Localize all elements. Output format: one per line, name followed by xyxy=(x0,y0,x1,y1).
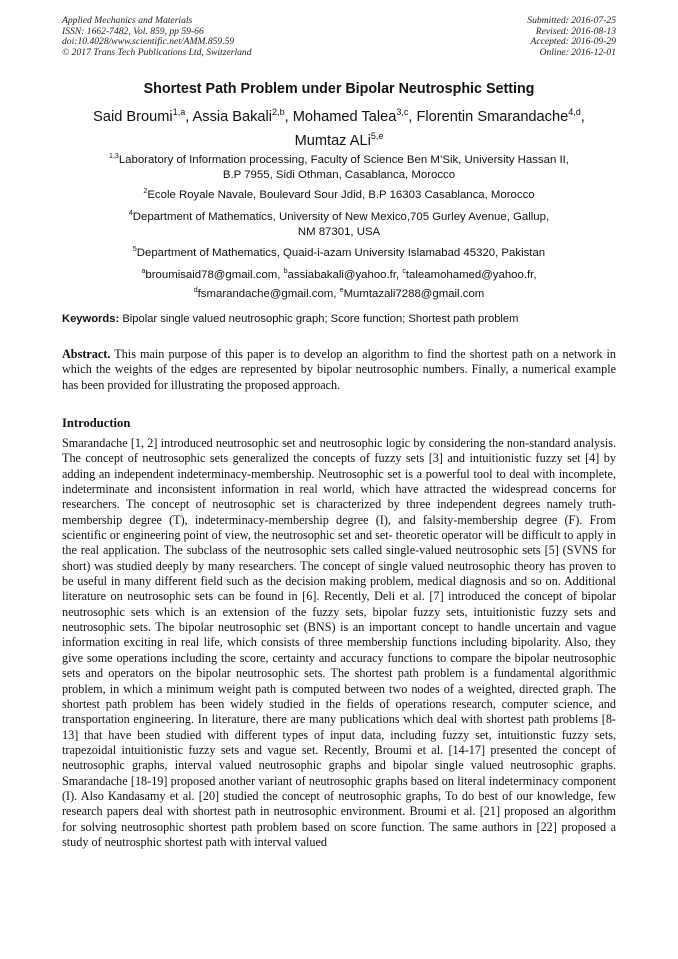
abstract-label: Abstract. xyxy=(62,347,111,361)
email-d[interactable]: fsmarandache@gmail.com xyxy=(197,288,334,301)
copyright-line: © 2017 Trans Tech Publications Ltd, Switzerland xyxy=(62,46,252,58)
online-date: Online: 2016-12-01 xyxy=(539,46,616,58)
revised-date: Revised: 2016-08-13 xyxy=(535,25,616,37)
email-list: $^a$broumisaid78@gmail.com, $^b$assiabakali@yahoo.fr, $^c$taleamohamed@yahoo.fr, $^d$fsmarandache@gmail.com, $^e$Mumtazali7288@gmail.com xyxy=(141,268,537,301)
affiliation-2: $^2$Ecole Royale Navale, Boulevard Sour Jdid, B.P 16303 Casablanca, Morocco xyxy=(143,188,535,201)
introduction-body: Smarandache [1, 2] introduced neutrosophic set and neutrosophic logic by considering the non-standard analysis. The concept of neutrosophic sets generalized the concepts of fuzzy sets [3] and intuitionistic fuzzy set [4] by adding an independent indeterminacy-membership. Neutrosophic set is a powerful tool to deal with incomplete, indeterminate and inconsistent information in real world, which have attracted the widespread concerns for researchers. The concept of neutrosophic set is characterized by three independent degrees namely truth-membership degree (T), indeterminacy-membership degree (I), and falsity-membership degree (F). From scientific or engineering point of view, the neutrosophic set and set- theoretic operator will be difficult to apply in the real application. The subclass of the neutrosophic sets called single-valued neutrosophic sets [5] (SVNS for short) was studied deeply by many researchers. The concept of single valued neutrosophic theory has proven to be useful in many different field such as the decision making problem, medical diagnosis and so on. Additional literature on neutrosophic sets can be found in [6]. Recently, Deli et al. [7] introduced the concept of bipolar neutrosophic sets which is an extension of the fuzzy sets, bipolar fuzzy sets, intuitionistic fuzzy sets and neutrosophic sets. The bipolar neutrosophic set (BNS) is an important concept to handle uncertain and vague information exciting in real life, which consists of three membership functions including bipolarity. Also, they give some operations including the score, certainty and accuracy functions to compare the bipolar neutrosophic sets and operators on the bipolar neutrosophic sets. The shortest path problem is a fundamental algorithmic problem, in which a minimum weight path is computed between two nodes of a weighted, directed graph. The shortest path problem has been widely studied in the fields of operations research, computer science, and transportation engineering. In literature, there are many publications which deal with shortest path problems [8-13] that have been studied with different types of input data, including fuzzy set, intuitionstic fuzzy sets, trapezoidal intuitionistic fuzzy sets and vague set. Recently, Broumi et al. [14-17] presented the concept of neutrosophic graphs, interval valued neutrosophic graphs and bipolar single valued neutrosophic graphs. Smarandache [18-19] proposed another variant of neutrosophic graphs based on literal indeterminacy component (I). Also Kandasamy et al. [20] studied the concept of neutrosophic graphs, To do best of our knowledge, few research papers deal with shortest path in neutrosophic environment. Broumi et al. [21] proposed an algorithm for solving neutrosophic shortest path problem based on score function. The same authors in [22] proposed a study of neutrosphic shortest path with interval valued xyxy=(62,436,616,849)
keywords xyxy=(62,313,622,325)
introduction-heading: Introduction xyxy=(62,416,131,430)
email-e[interactable]: Mumtazali7288@gmail.com xyxy=(343,288,485,301)
author: Mohamed Talea$^{3,c}$, xyxy=(292,107,417,125)
author: Assia Bakali$^{2,b}$, xyxy=(192,107,293,125)
email-b[interactable]: assiabakali@yahoo.fr xyxy=(287,268,396,281)
author-list xyxy=(50,103,628,151)
email-c[interactable]: taleamohamed@yahoo.fr xyxy=(405,268,534,281)
email-a[interactable]: broumisaid78@gmail.com xyxy=(145,268,278,281)
issn-line: ISSN: 1662-7482, Vol. 859, pp 59-66 xyxy=(62,25,204,37)
abstract-text: This main purpose of this paper is to develop an algorithm to find the shortest path on a network in which the weights of the edges are represented by bipolar neutrosophic numbers. Finally, a numerical example has been provided for illustrating the proposed approach. xyxy=(62,347,616,392)
keywords-label: Keywords: xyxy=(62,313,120,325)
journal-name: Applied Mechanics and Materials xyxy=(62,15,193,26)
abstract xyxy=(62,347,616,393)
doi-line: doi:10.4028/www.scientific.net/AMM.859.59 xyxy=(62,36,235,48)
dates-header xyxy=(527,16,616,58)
paper-title: Shortest Path Problem under Bipolar Neutrosphic Setting xyxy=(143,81,535,97)
author: Said Broumi$^{1,a}$, xyxy=(93,107,193,125)
author: Mumtaz ALi$^{5,e}$ xyxy=(294,130,384,149)
affiliation-4: $^4$Department of Mathematics, University of New Mexico,705 Gurley Avenue, Gallup, NM 87301, USA xyxy=(128,210,550,239)
keywords-text: Bipolar single valued neutrosophic graph; Score function; Shortest path problem xyxy=(122,313,519,325)
affiliation-1-3: $^{1,3}$Laboratory of Information processing, Faculty of Science Ben M’Sik, University Hassan II, B.P 7955, Sidi Othman, Casablanca, Morocco xyxy=(109,153,569,182)
affiliation-5: $^5$Department of Mathematics, Quaid-i-azam University Islamabad 45320, Pakistan xyxy=(132,246,546,259)
submitted-date: Submitted: 2016-07-25 xyxy=(527,15,616,26)
accepted-date: Accepted: 2016-09-29 xyxy=(530,36,616,48)
author: Florentin Smarandache$^{4,d}$, xyxy=(416,107,585,125)
journal-header xyxy=(62,16,252,58)
